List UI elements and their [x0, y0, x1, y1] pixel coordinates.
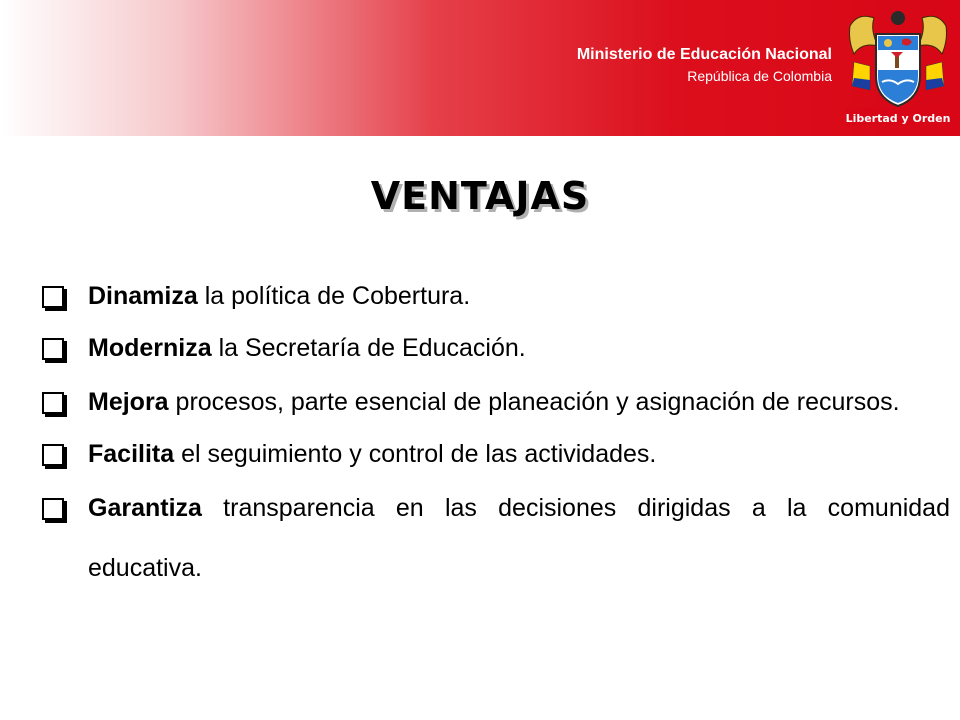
header-banner [0, 0, 960, 136]
bullet-text: procesos, parte esencial de planeación y asignación de recursos. [168, 388, 900, 416]
condor-wing-left [850, 16, 879, 54]
ministry-name: Ministerio de Educación Nacional [576, 46, 832, 63]
motto-text: Libertad y Orden [845, 112, 951, 125]
ministry-block [577, 44, 832, 86]
country-name: República de Colombia [687, 68, 832, 84]
list-item [36, 434, 950, 474]
bullet-text: la política de Cobertura. [197, 282, 471, 310]
bullet-text: transparencia en las decisiones dirigidas a la comunidad educativa. [88, 494, 950, 582]
checkbox-bullet-icon [42, 444, 64, 466]
list-item [36, 328, 950, 368]
advantages-list [36, 276, 950, 598]
colombia-coat-of-arms-icon [840, 6, 956, 132]
checkbox-bullet-icon [42, 286, 64, 308]
condor-wing-right [918, 16, 947, 54]
page-title: VENTAJAS [370, 174, 590, 218]
bullet-keyword: Garantiza [88, 494, 202, 522]
bullet-text: el seguimiento y control de las actividades. [174, 440, 657, 468]
bullet-keyword: Moderniza [88, 334, 212, 362]
bullet-keyword: Dinamiza [88, 282, 198, 310]
condor-head [891, 11, 905, 25]
bullet-keyword: Mejora [88, 388, 169, 416]
bullet-text: la Secretaría de Educación. [211, 334, 526, 362]
bullet-keyword: Facilita [88, 440, 175, 468]
checkbox-bullet-icon [42, 392, 64, 414]
checkbox-bullet-icon [42, 498, 64, 520]
list-item [36, 478, 950, 598]
checkbox-bullet-icon [42, 338, 64, 360]
list-item [36, 276, 950, 316]
list-item [36, 372, 950, 432]
